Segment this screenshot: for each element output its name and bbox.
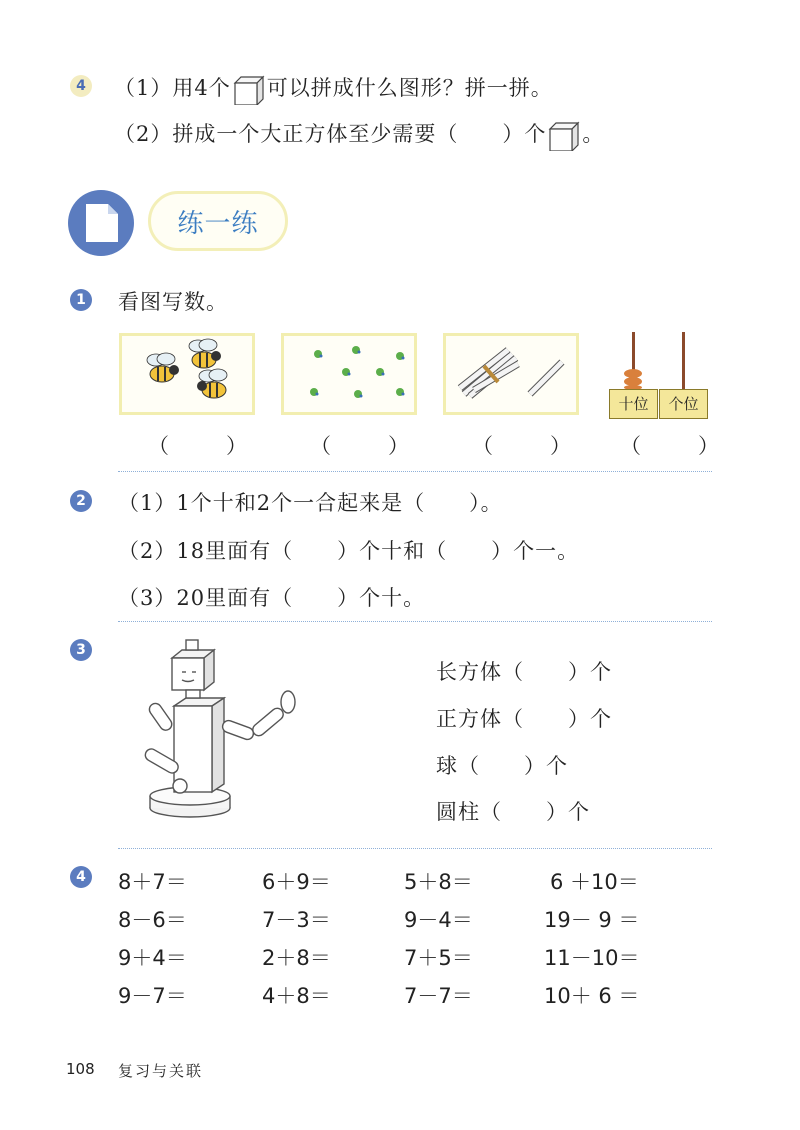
exercise-doc-icon (66, 188, 136, 258)
divider (118, 848, 712, 849)
divider (118, 471, 712, 472)
top-question-line1-start: （1）用4个 (114, 76, 231, 100)
divider (118, 621, 712, 622)
top-question-line1 (114, 72, 553, 105)
equation: 7－3＝ (262, 908, 331, 932)
page-number: 108 (66, 1060, 95, 1078)
equation: 9＋4＝ (118, 946, 187, 970)
equation: 8－6＝ (118, 908, 187, 932)
answer-blank[interactable]: （ ） (472, 434, 589, 458)
question-number-badge: 2 (70, 490, 92, 512)
equation: 9－7＝ (118, 984, 187, 1008)
bee (147, 353, 179, 382)
sticks-panel (443, 333, 579, 415)
equation: 19－ 9 ＝ (544, 908, 640, 932)
equation: 11－10＝ (544, 946, 640, 970)
q2-line2: （2）18里面有（ ）个十和（ ）个一。 (118, 539, 580, 563)
answer-blank[interactable]: （ ） (620, 434, 737, 458)
equation: 8＋7＝ (118, 870, 187, 894)
answer-blank[interactable]: （ ） (148, 434, 265, 458)
cylinder-count: 圆柱（ ）个 (436, 800, 590, 824)
equation: 5＋8＝ (404, 870, 473, 894)
q2-line1: （1）1个十和2个一合起来是（ ）。 (118, 491, 503, 515)
cube-count: 正方体（ ）个 (436, 707, 612, 731)
ones-place-label: 个位 (659, 389, 708, 419)
equation: 7＋5＝ (404, 946, 473, 970)
cuboid-count: 长方体（ ）个 (436, 660, 612, 684)
tens-place-label: 十位 (609, 389, 658, 419)
cube-icon (548, 121, 580, 151)
top-question-line2-end: 。 (582, 122, 605, 146)
question-number-badge: 4 (70, 75, 92, 97)
q1-prompt: 看图写数。 (118, 290, 228, 314)
sticks-picture (446, 336, 576, 412)
question-number-badge: 1 (70, 289, 92, 311)
top-question-line2-start: （2）拼成一个大正方体至少需要（ ）个 (114, 122, 547, 146)
question-number-badge: 3 (70, 639, 92, 661)
dots-picture (284, 336, 414, 412)
cuboid-icon (233, 75, 265, 105)
equation: 4＋8＝ (262, 984, 331, 1008)
equation: 6 ＋10＝ (550, 870, 639, 894)
bees-panel (119, 333, 255, 415)
footer-section-name: 复习与关联 (118, 1062, 204, 1080)
ones-rod (682, 332, 685, 390)
sphere-count: 球（ ）个 (436, 754, 568, 778)
bee (189, 339, 221, 368)
equation: 6＋9＝ (262, 870, 331, 894)
bees-picture (122, 336, 252, 412)
equation: 2＋8＝ (262, 946, 331, 970)
answer-blank[interactable]: （ ） (310, 434, 427, 458)
equation: 10＋ 6 ＝ (544, 984, 640, 1008)
top-question-line2 (114, 118, 604, 151)
equation: 7－7＝ (404, 984, 473, 1008)
robot-figure (130, 636, 310, 832)
top-question-line1-end: 可以拼成什么图形？拼一拼。 (266, 76, 553, 100)
question-number-badge: 4 (70, 866, 92, 888)
dots-panel (281, 333, 417, 415)
section-title: 练一练 (177, 209, 259, 239)
bee (197, 369, 227, 398)
equation: 9－4＝ (404, 908, 473, 932)
q2-line3: （3）20里面有（ ）个十。 (118, 586, 426, 610)
